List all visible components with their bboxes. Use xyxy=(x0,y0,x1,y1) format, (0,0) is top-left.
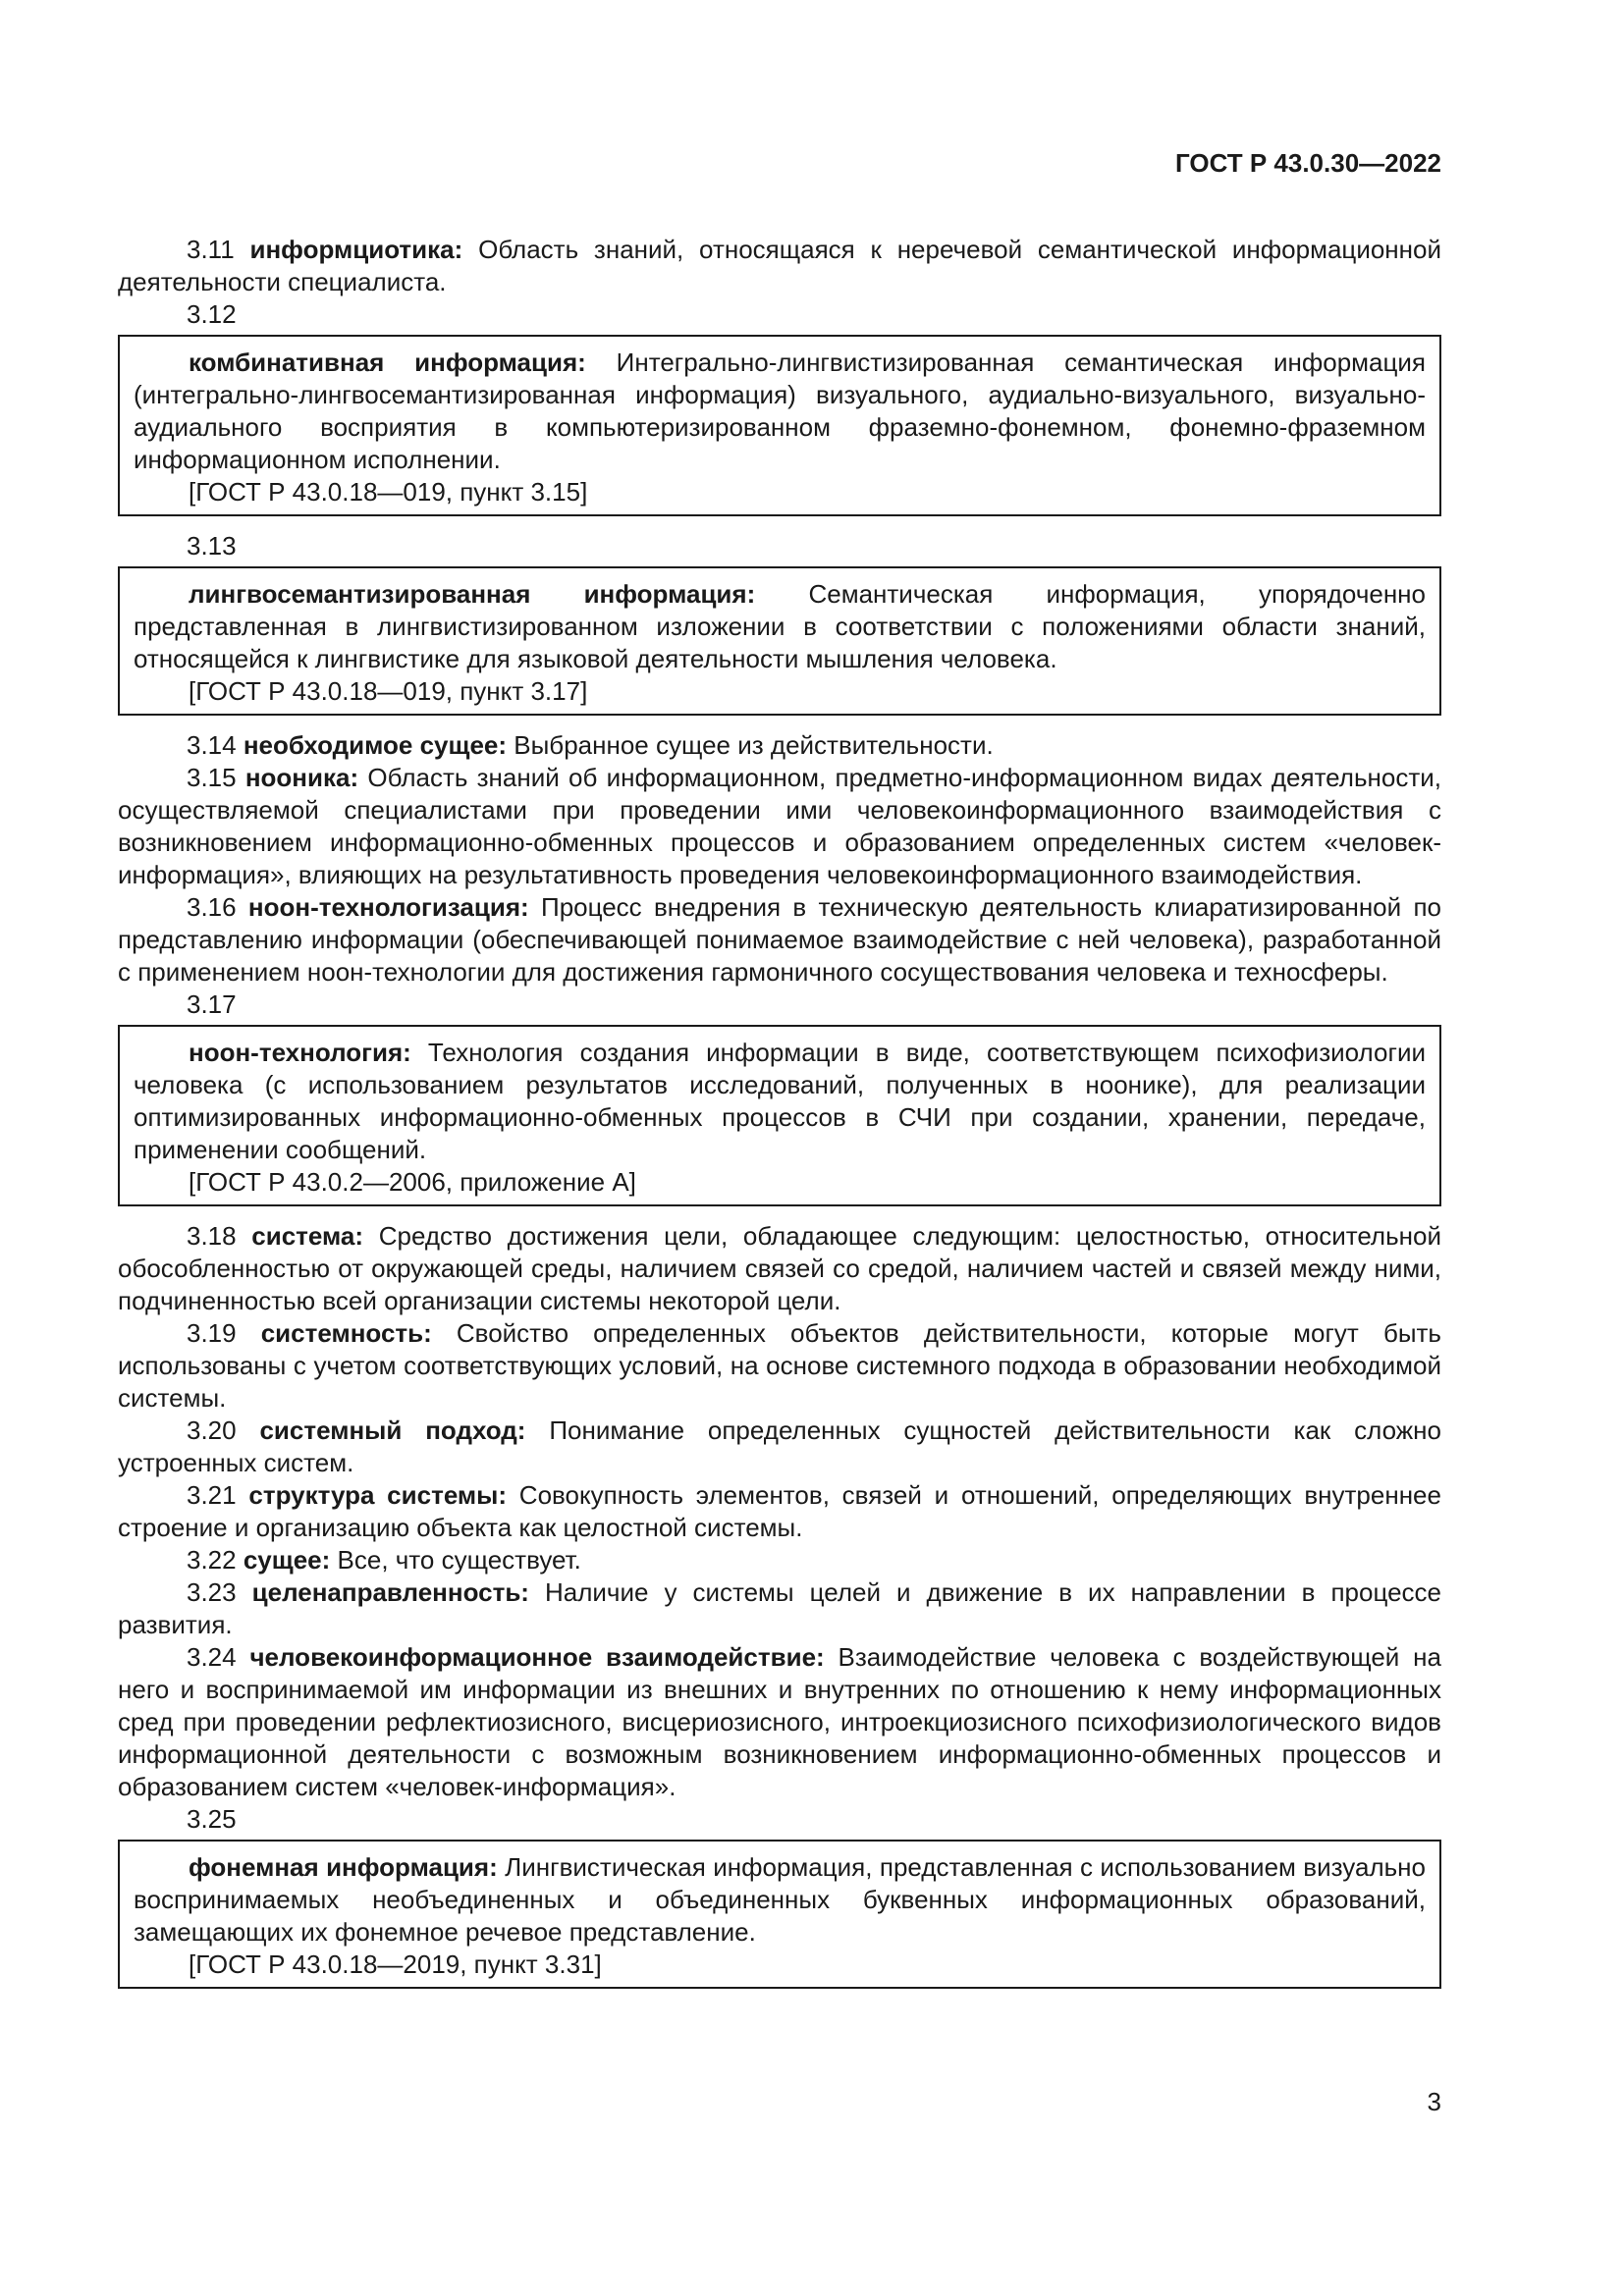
entry-definition: Свойство определенных объектов действительности, которые могут быть использованы с учетом соответствующих условий, на основе системного подхода в образовании необходимой системы. xyxy=(118,1318,1441,1413)
entry-number: 3.15 xyxy=(187,763,237,792)
entry-definition: Область знаний об информационном, предметно-информационном видах деятельности, осуществляемой специалистами при проведении ими человекоинформационного взаимодействия с возникновением информационно-обменных процессов и образованием определенных систем «человек-информация», влияющих на результативность проведения человекоинформационного взаимодействия. xyxy=(118,763,1441,889)
entry-source: [ГОСТ Р 43.0.2—2006, приложение А] xyxy=(189,1167,636,1197)
entry-term: ноон-технологизация: xyxy=(247,892,529,922)
entry-source: [ГОСТ Р 43.0.18—019, пункт 3.15] xyxy=(189,477,588,507)
entry-number: 3.14 xyxy=(187,730,237,760)
entry-term: нооника: xyxy=(244,763,359,792)
entry-source: [ГОСТ Р 43.0.18—2019, пункт 3.31] xyxy=(189,1949,602,1979)
entry-term: система: xyxy=(251,1221,364,1251)
entry-term: системный подход: xyxy=(259,1415,526,1445)
entry-number: 3.11 xyxy=(187,235,235,264)
entry-definition: Интегрально-лингвистизированная семантическая информация (интегрально-лингвосемантизированная информация) визуального, аудиально-визуального, визуально-аудиального восприятия в компьютеризированном фраземно-фонемном, фонемно-фраземном информационном исполнении. xyxy=(134,347,1427,474)
entry-term: системность: xyxy=(260,1318,432,1348)
document-header: ГОСТ Р 43.0.30—2022 xyxy=(1174,148,1441,178)
entry-term: лингвосемантизированная информация: xyxy=(189,579,756,609)
boxed-definition-3-13 xyxy=(118,566,1441,716)
entry-3-22 xyxy=(118,1544,1441,1576)
entry-number: 3.21 xyxy=(187,1480,237,1510)
entry-term: необходимое сущее: xyxy=(243,730,508,760)
entry-3-16 xyxy=(118,891,1441,988)
entry-definition: Выбранное сущее из действительности. xyxy=(514,730,994,760)
entry-term: информциотика: xyxy=(249,235,463,264)
entry-term: структура системы: xyxy=(248,1480,508,1510)
entry-3-14 xyxy=(118,729,1441,762)
entry-term: ноон-технология: xyxy=(189,1038,411,1067)
entry-number: 3.18 xyxy=(187,1221,237,1251)
entry-definition: Область знаний, относящаяся к неречевой семантической информационной деятельности специалиста. xyxy=(118,235,1441,296)
page-number: 3 xyxy=(1427,2087,1441,2116)
entry-definition: Все, что существует. xyxy=(337,1545,581,1575)
entry-number: 3.24 xyxy=(187,1642,237,1672)
entry-definition: Взаимодействие человека с воздействующей на него и воспринимаемой им информации из внешних и внутренних по отношению к нему информационных сред при проведении рефлектиозисного, висцериозисного, интроекциозисного психофизиологического видов информационной деятельности с возможным возникновением информационно-обменных процессов и образованием систем «человек-информация». xyxy=(118,1642,1441,1801)
entry-number: 3.17 xyxy=(187,989,237,1019)
boxed-definition-3-25 xyxy=(118,1840,1441,1989)
entry-number: 3.19 xyxy=(187,1318,237,1348)
entry-term: фонемная информация: xyxy=(189,1852,498,1882)
entry-definition: Совокупность элементов, связей и отношений, определяющих внутреннее строение и организацию объекта как целостной системы. xyxy=(118,1480,1441,1542)
entry-source: [ГОСТ Р 43.0.18—019, пункт 3.17] xyxy=(189,676,588,706)
entry-3-18 xyxy=(118,1220,1441,1317)
entry-definition: Понимание определенных сущностей действительности как сложно устроенных систем. xyxy=(118,1415,1441,1477)
boxed-definition-3-17 xyxy=(118,1025,1441,1206)
entry-definition: Семантическая информация, упорядоченно представленная в лингвистизированном изложении в соответствии с положениями области знаний, относящейся к лингвистике для языковой деятельности мышления человека. xyxy=(134,579,1427,673)
entry-term: целенаправленность: xyxy=(251,1577,529,1607)
boxed-definition-3-12 xyxy=(118,335,1441,516)
entry-number: 3.13 xyxy=(187,531,237,561)
entry-definition: Технология создания информации в виде, соответствующем психофизиологии человека (с использованием результатов исследований, полученных в ноонике), для реализации оптимизированных информационно-обменных процессов в СЧИ при создании, хранении, передаче, применении сообщений. xyxy=(134,1038,1426,1164)
entry-number: 3.22 xyxy=(187,1545,237,1575)
entry-definition: Лингвистическая информация, представленная с использованием визуально воспринимаемых необъединенных и объединенных буквенных информационных образований, замещающих их фонемное речевое представление. xyxy=(134,1852,1426,1947)
entry-term: сущее: xyxy=(243,1545,331,1575)
entry-number: 3.12 xyxy=(187,299,237,329)
entry-3-15 xyxy=(118,762,1441,891)
entry-3-24 xyxy=(118,1641,1441,1803)
entry-3-11 xyxy=(118,234,1441,298)
entry-number: 3.16 xyxy=(187,892,237,922)
entry-definition: Средство достижения цели, обладающее следующим: целостностью, относительной обособленностью от окружающей среды, наличием связей со средой, наличием частей и связей между ними, подчиненностью всей организации системы некоторой цели. xyxy=(118,1221,1441,1315)
entry-number: 3.23 xyxy=(187,1577,237,1607)
entry-term: комбинативная информация: xyxy=(189,347,586,377)
entry-definition: Процесс внедрения в техническую деятельность клиаратизированной по представлению информации (обеспечивающей понимаемое взаимодействие с ней человека), разработанной с применением ноон-технологии для достижения гармоничного сосуществования человека и техносферы. xyxy=(118,892,1441,987)
document-page xyxy=(118,147,1441,2002)
entry-3-20 xyxy=(118,1415,1441,1479)
entry-number: 3.20 xyxy=(187,1415,237,1445)
entry-number: 3.25 xyxy=(187,1804,237,1834)
entry-definition: Наличие у системы целей и движение в их направлении в процессе развития. xyxy=(118,1577,1441,1639)
entry-3-23 xyxy=(118,1576,1441,1641)
entry-3-21 xyxy=(118,1479,1441,1544)
entry-term: человекоинформационное взаимодействие: xyxy=(249,1642,825,1672)
entry-3-19 xyxy=(118,1317,1441,1415)
